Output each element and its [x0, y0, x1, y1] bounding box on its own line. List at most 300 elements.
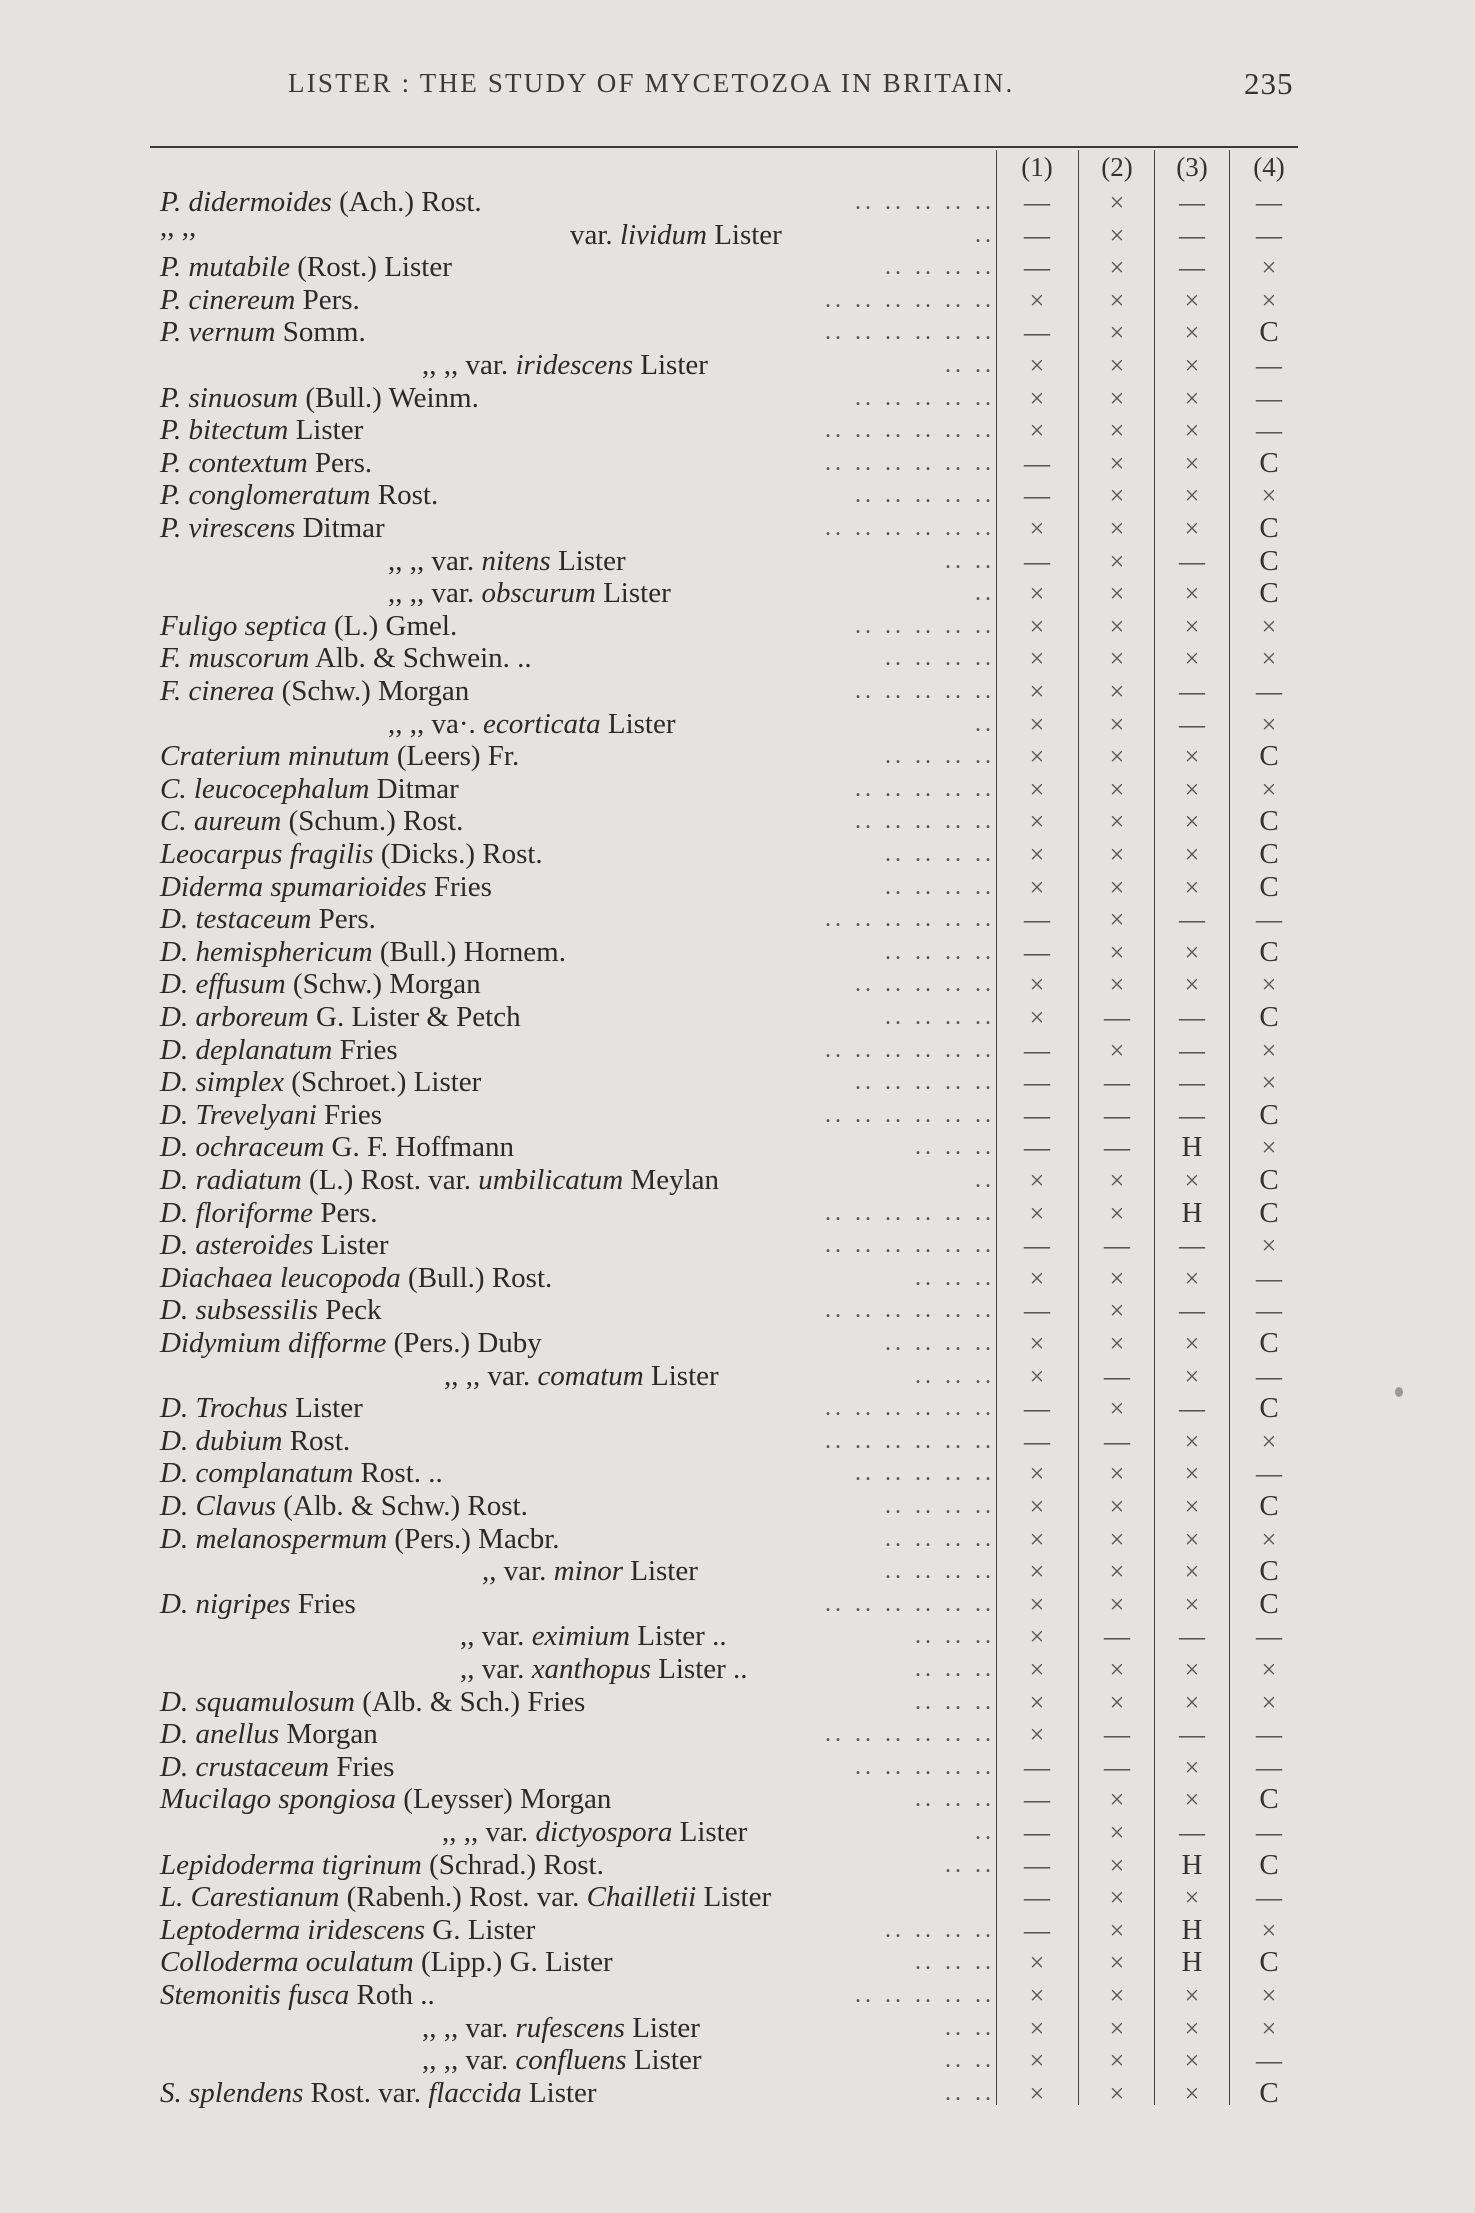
leader-dots: .. .. .. ..: [885, 1493, 995, 1519]
record-cell-col4: C: [1259, 838, 1279, 870]
name-part: Peck: [317, 1294, 382, 1327]
record-cell-col1: —: [1024, 1100, 1050, 1130]
record-cell-col3: ×: [1184, 448, 1200, 478]
record-cell-col3: —: [1179, 1818, 1205, 1847]
italic-name-part: P. contextum: [160, 446, 308, 479]
record-cell-col2: —: [1104, 1622, 1130, 1652]
leader-dots: .. .. .. .. ..: [855, 775, 995, 802]
italic-name-part: D. arboreum: [160, 1001, 309, 1033]
name-part: ,, ,,: [160, 210, 197, 243]
name-part: ,, var.: [482, 1555, 554, 1588]
record-cell-col4: C: [1259, 1555, 1279, 1588]
name-part: Somm.: [275, 316, 366, 349]
record-cell-col4: C: [1259, 544, 1279, 577]
species-name: [160, 1751, 394, 1784]
species-name: [160, 2077, 597, 2110]
italic-name-part: D. floriforme: [160, 1196, 314, 1229]
name-part: Roth ..: [349, 1979, 435, 2011]
record-cell-col2: ×: [1109, 1589, 1125, 1619]
record-cell-col3: —: [1179, 1622, 1205, 1652]
leader-dots: .. .. ..: [915, 1623, 995, 1650]
leader-dots: ..: [975, 221, 995, 248]
record-cell-col3: ×: [1184, 872, 1200, 902]
record-cell-col3: ×: [1184, 644, 1200, 674]
table-row: [0, 1327, 1475, 1360]
table-row: [0, 2044, 1475, 2077]
record-cell-col3: H: [1181, 1946, 1203, 1979]
record-cell-col4: ×: [1261, 644, 1277, 674]
record-cell-col3: ×: [1184, 416, 1200, 446]
record-cell-col1: ×: [1029, 514, 1045, 543]
species-name: [160, 968, 481, 1001]
name-part: (Alb. & Schw.) Rost.: [276, 1490, 528, 1522]
record-cell-col2: —: [1104, 1100, 1130, 1130]
record-cell-col3: H: [1181, 1848, 1203, 1881]
table-row: [0, 1946, 1475, 1979]
italic-name-part: D. radiatum: [160, 1164, 302, 1196]
italic-name-part: lividum: [619, 218, 707, 251]
species-name: [160, 1457, 443, 1490]
italic-name-part: comatum: [537, 1359, 644, 1392]
name-part: var.: [570, 218, 620, 251]
italic-name-part: F. muscorum: [160, 642, 310, 675]
name-part: (Leysser) Morgan: [396, 1783, 612, 1816]
record-cell-col2: ×: [1109, 481, 1125, 511]
italic-name-part: P. mutabile: [160, 251, 290, 284]
name-part: G. F. Hoffmann: [324, 1131, 514, 1164]
leader-dots: .. ..: [945, 2047, 995, 2074]
italic-name-part: Didymium difforme: [160, 1327, 387, 1359]
italic-name-part: D. anellus: [160, 1718, 280, 1751]
species-name: [460, 1653, 748, 1686]
record-cell-col2: ×: [1109, 1198, 1125, 1228]
record-cell-col3: H: [1181, 1913, 1203, 1946]
table-row: [0, 1294, 1475, 1327]
table-row: [0, 773, 1475, 806]
name-part: Fries: [316, 1098, 383, 1131]
record-cell-col3: —: [1179, 709, 1205, 739]
leader-dots: .. ..: [945, 2014, 995, 2041]
record-cell-col2: ×: [1109, 1296, 1125, 1326]
species-name: [422, 2012, 700, 2045]
italic-name-part: Craterium minutum: [160, 740, 390, 773]
leader-dots: .. .. .. .. .. ..: [825, 1232, 995, 1259]
record-cell-col2: ×: [1109, 220, 1125, 250]
name-part: (Ach.) Rost.: [331, 186, 482, 218]
name-part: (Lipp.) G. Lister: [413, 1946, 613, 1979]
leader-dots: .. .. ..: [915, 1786, 995, 1813]
record-cell-col2: ×: [1109, 937, 1125, 967]
table-row: [0, 316, 1475, 349]
italic-name-part: Diderma spumarioides: [160, 870, 427, 903]
record-cell-col4: ×: [1261, 1035, 1277, 1065]
italic-name-part: minor: [553, 1555, 623, 1588]
table-row: [0, 1555, 1475, 1588]
name-part: Lister: [633, 349, 708, 381]
table-row: [0, 1914, 1475, 1947]
leader-dots: .. .. .. ..: [885, 743, 995, 770]
name-part: Lister: [624, 2011, 700, 2044]
record-cell-col4: ×: [1261, 1981, 1277, 2010]
record-cell-col1: —: [1024, 1231, 1050, 1261]
leader-dots: .. .. ..: [915, 1949, 995, 1976]
leader-dots: .. ..: [945, 1851, 995, 1878]
leader-dots: .. .. .. ..: [885, 1916, 995, 1943]
name-part: Alb. & Schwein. ..: [309, 642, 532, 675]
record-cell-col4: C: [1259, 577, 1279, 610]
record-cell-col4: C: [1259, 1196, 1279, 1229]
table-row: [0, 1034, 1475, 1067]
name-part: Lister ..: [629, 1620, 727, 1653]
name-part: G. Lister: [425, 1913, 536, 1946]
name-part: Lister: [521, 2076, 597, 2109]
name-part: Fries: [332, 1033, 398, 1066]
record-cell-col1: —: [1024, 1915, 1050, 1945]
record-cell-col1: ×: [1029, 774, 1045, 804]
record-cell-col1: —: [1024, 1883, 1050, 1913]
record-cell-col4: ×: [1261, 970, 1277, 1000]
leader-dots: .. .. ..: [915, 1362, 995, 1389]
record-cell-col4: —: [1256, 1818, 1282, 1847]
leader-dots: ..: [975, 580, 995, 607]
leader-dots: .. .. .. .. .. ..: [825, 1721, 995, 1748]
leader-dots: .. .. .. .. .. ..: [825, 417, 995, 444]
leader-dots: .. .. .. ..: [885, 1330, 995, 1356]
record-cell-col4: ×: [1261, 481, 1277, 511]
name-part: ,, ,, va·.: [388, 707, 484, 740]
italic-name-part: D. effusum: [160, 968, 286, 1001]
species-name: [460, 1620, 727, 1653]
species-name: [160, 773, 459, 806]
name-part: Lister: [595, 577, 671, 610]
table-row: [0, 1099, 1475, 1132]
italic-name-part: xanthopus: [531, 1653, 651, 1685]
record-cell-col2: ×: [1109, 579, 1125, 609]
record-cell-col3: H: [1181, 1196, 1203, 1229]
italic-name-part: D. ochraceum: [160, 1131, 325, 1164]
name-part: ,, var.: [460, 1653, 532, 1685]
italic-name-part: D. deplanatum: [160, 1033, 333, 1066]
species-name: [570, 219, 782, 252]
page-number: 235: [1244, 66, 1294, 101]
name-part: ,, var.: [460, 1620, 532, 1653]
record-cell-col4: C: [1259, 1848, 1279, 1881]
record-cell-col3: ×: [1184, 318, 1200, 348]
species-name: [160, 1229, 389, 1262]
species-name: [482, 1555, 698, 1588]
page-header: [0, 68, 1475, 108]
name-part: Rost.: [282, 1424, 351, 1457]
table-row: [0, 740, 1475, 773]
running-title: LISTER : THE STUDY OF MYCETOZOA IN BRITAIN.: [288, 68, 1015, 98]
record-cell-col4: C: [1259, 1164, 1279, 1196]
record-cell-col4: —: [1256, 677, 1282, 706]
name-part: ,, ,, var.: [442, 1816, 536, 1848]
record-cell-col3: ×: [1184, 970, 1200, 1000]
record-cell-col3: ×: [1184, 1981, 1200, 2010]
italic-name-part: D. squamulosum: [160, 1685, 355, 1718]
species-name: [388, 708, 676, 741]
italic-name-part: Lepidoderma tigrinum: [160, 1848, 422, 1881]
leader-dots: .. .. .. .. .. ..: [825, 1297, 995, 1324]
species-name: [422, 2044, 702, 2077]
record-cell-col1: —: [1024, 318, 1050, 348]
record-cell-col2: —: [1104, 1003, 1130, 1032]
name-part: Fries: [426, 870, 492, 903]
species-name: [160, 936, 566, 969]
record-cell-col1: —: [1024, 220, 1050, 250]
species-name: [442, 1816, 747, 1849]
name-part: (L.) Gmel.: [326, 609, 458, 642]
name-part: Rost. var.: [303, 2076, 429, 2109]
italic-name-part: obscurum: [481, 577, 596, 610]
record-cell-col4: C: [1259, 446, 1279, 479]
record-cell-col3: ×: [1184, 1589, 1200, 1619]
species-name: [160, 414, 363, 447]
record-cell-col2: ×: [1109, 1394, 1125, 1424]
leader-dots: .. .. .. .. ..: [855, 678, 995, 704]
record-cell-col2: ×: [1109, 2046, 1125, 2076]
name-part: Rost.: [370, 479, 439, 512]
record-cell-col3: ×: [1184, 2046, 1200, 2076]
record-cell-col3: ×: [1184, 1361, 1200, 1391]
record-cell-col3: —: [1179, 546, 1205, 576]
species-name: [160, 1588, 356, 1621]
name-part: ,, ,, var.: [444, 1359, 538, 1392]
record-cell-col4: C: [1259, 1783, 1279, 1816]
species-name: [160, 1718, 378, 1751]
italic-name-part: iridescens: [515, 349, 634, 381]
column-header-4: (4): [1253, 152, 1285, 182]
table-row: [0, 1360, 1475, 1393]
table-row: [0, 1001, 1475, 1034]
italic-name-part: Chailletii: [586, 1881, 697, 1914]
name-part: Pers.: [307, 446, 373, 479]
name-part: (Leers) Fr.: [389, 740, 520, 773]
species-name: [160, 316, 366, 349]
record-cell-col2: —: [1104, 1752, 1130, 1782]
record-cell-col3: ×: [1184, 579, 1200, 609]
table-row: [0, 512, 1475, 545]
leader-dots: .. .. .. .. .. ..: [825, 1590, 995, 1617]
record-cell-col1: ×: [1029, 1557, 1045, 1587]
species-name: [160, 871, 492, 904]
name-part: (Schroet.) Lister: [284, 1066, 482, 1099]
leader-dots: .. .. .. ..: [885, 841, 995, 867]
record-cell-col4: C: [1259, 870, 1279, 903]
leader-dots: .. .. .. ..: [885, 1525, 995, 1552]
italic-name-part: D. subsessilis: [160, 1294, 318, 1327]
italic-name-part: D. simplex: [160, 1066, 285, 1099]
leader-dots: .. .. .. .. .. ..: [825, 286, 995, 313]
record-cell-col1: ×: [1029, 1524, 1045, 1554]
species-name: [160, 1066, 481, 1099]
record-cell-col4: —: [1256, 220, 1282, 250]
record-cell-col1: ×: [1029, 1622, 1045, 1652]
leader-dots: .. .. .. .. ..: [855, 612, 995, 639]
record-cell-col2: ×: [1109, 1557, 1125, 1587]
species-name: [160, 1914, 535, 1947]
italic-name-part: Stemonitis fusca: [160, 1979, 350, 2011]
name-part: (Schrad.) Rost.: [421, 1848, 604, 1881]
italic-name-part: ecorticata: [483, 707, 601, 740]
record-cell-col2: ×: [1109, 1035, 1125, 1065]
record-cell-col1: ×: [1029, 1263, 1045, 1293]
record-cell-col4: ×: [1261, 1524, 1277, 1554]
table-row: [0, 1718, 1475, 1751]
record-cell-col3: ×: [1184, 1883, 1200, 1913]
name-part: G. Lister & Petch: [308, 1001, 521, 1033]
record-cell-col2: —: [1104, 1231, 1130, 1261]
record-cell-col1: —: [1024, 905, 1050, 935]
record-cell-col2: ×: [1109, 840, 1125, 869]
italic-name-part: dictyospora: [535, 1816, 673, 1848]
table-row: [0, 1197, 1475, 1230]
record-cell-col4: —: [1256, 1720, 1282, 1750]
table-row: [0, 1392, 1475, 1425]
leader-dots: .. .. .. .. ..: [855, 1069, 995, 1096]
record-cell-col1: ×: [1029, 1655, 1045, 1684]
record-cell-col4: —: [1256, 1622, 1282, 1652]
name-part: (Dicks.) Rost.: [373, 838, 543, 870]
leader-dots: .. .. .. .. ..: [855, 482, 995, 509]
record-cell-col2: ×: [1109, 644, 1125, 674]
record-cell-col4: —: [1256, 1296, 1282, 1326]
name-part: ,, ,, var.: [422, 349, 516, 381]
table-row: [0, 1457, 1475, 1490]
record-cell-col3: ×: [1184, 481, 1200, 511]
table-row: [0, 1425, 1475, 1458]
record-cell-col3: ×: [1184, 742, 1200, 772]
table-row: [0, 1164, 1475, 1197]
species-name: [160, 1979, 435, 2012]
species-name: [160, 447, 372, 480]
record-cell-col2: ×: [1109, 970, 1125, 1000]
italic-name-part: D. nigripes: [160, 1587, 291, 1620]
record-cell-col3: —: [1179, 677, 1205, 706]
record-cell-col4: C: [1259, 1946, 1279, 1979]
record-cell-col1: —: [1024, 1850, 1050, 1880]
name-part: ,, ,, var.: [388, 544, 482, 577]
species-name: [160, 284, 360, 317]
name-part: Lister: [287, 1392, 363, 1425]
name-part: Lister: [672, 1816, 748, 1848]
table-row: [0, 2077, 1475, 2110]
italic-name-part: P. bitectum: [160, 414, 289, 447]
name-part: Pers.: [295, 283, 360, 316]
table-row: [0, 1588, 1475, 1621]
leader-dots: .. .. ..: [915, 1688, 995, 1715]
record-cell-col1: ×: [1029, 285, 1045, 315]
record-cell-col1: ×: [1029, 1720, 1045, 1750]
italic-name-part: P. vernum: [160, 316, 276, 349]
record-cell-col3: ×: [1184, 383, 1200, 413]
record-cell-col3: ×: [1184, 1426, 1200, 1456]
italic-name-part: P. virescens: [160, 512, 296, 544]
record-cell-col2: ×: [1109, 677, 1125, 706]
name-part: Ditmar: [295, 512, 385, 544]
table-row: [0, 903, 1475, 936]
italic-name-part: P. sinuosum: [160, 381, 299, 414]
italic-name-part: umbilicatum: [478, 1164, 624, 1196]
species-name: [160, 479, 438, 512]
leader-dots: .. .. .. .. .. ..: [825, 1427, 995, 1454]
record-cell-col3: ×: [1184, 1557, 1200, 1587]
table-row: [0, 349, 1475, 382]
leader-dots: .. .. .. .. ..: [855, 1460, 995, 1487]
table-row: [0, 479, 1475, 512]
leader-dots: .. .. ..: [915, 1656, 995, 1682]
table-row: [0, 414, 1475, 447]
record-cell-col4: C: [1259, 935, 1279, 968]
record-cell-col1: ×: [1029, 1166, 1045, 1195]
record-cell-col2: ×: [1109, 1850, 1125, 1880]
record-cell-col1: ×: [1029, 1687, 1045, 1717]
italic-name-part: D. dubium: [160, 1424, 283, 1457]
table-row: [0, 936, 1475, 969]
record-cell-col3: ×: [1184, 1492, 1200, 1521]
record-cell-col1: —: [1024, 1426, 1050, 1456]
record-cell-col1: ×: [1029, 1198, 1045, 1228]
record-cell-col4: —: [1256, 188, 1282, 217]
record-cell-col3: ×: [1184, 774, 1200, 804]
leader-dots: .. .. .. .. .. ..: [825, 906, 995, 933]
species-name: [160, 903, 376, 936]
record-cell-col1: —: [1024, 937, 1050, 967]
name-part: Lister: [626, 2044, 702, 2077]
record-cell-col4: ×: [1261, 2013, 1277, 2043]
record-cell-col4: C: [1259, 1001, 1279, 1033]
name-part: (Rost.) Lister: [289, 251, 452, 284]
record-cell-col3: ×: [1184, 840, 1200, 869]
leader-dots: .. .. .. .. .. ..: [825, 515, 995, 541]
species-name: [422, 349, 708, 382]
record-cell-col2: ×: [1109, 807, 1125, 837]
leader-dots: .. .. .. ..: [885, 873, 995, 900]
name-part: Lister: [696, 1881, 772, 1914]
leader-dots: .. .. .. .. .. ..: [825, 449, 995, 476]
record-cell-col1: ×: [1029, 1948, 1045, 1978]
record-cell-col4: ×: [1261, 285, 1277, 315]
record-cell-col4: —: [1256, 351, 1282, 380]
leader-dots: .. .. .. .. .. ..: [825, 1395, 995, 1422]
record-cell-col1: —: [1024, 188, 1050, 217]
record-cell-col2: ×: [1109, 709, 1125, 739]
table-row: [0, 382, 1475, 415]
italic-name-part: C. leucocephalum: [160, 772, 370, 805]
record-cell-col3: —: [1179, 220, 1205, 250]
record-cell-col3: —: [1179, 1035, 1205, 1065]
name-part: (Schw.) Morgan: [285, 968, 481, 1001]
record-cell-col2: —: [1104, 1426, 1130, 1456]
table-row: [0, 642, 1475, 675]
species-name: [160, 1131, 514, 1164]
record-cell-col4: —: [1256, 905, 1282, 935]
record-cell-col3: —: [1179, 1003, 1205, 1032]
leader-dots: .. .. .. .. ..: [855, 971, 995, 998]
leader-dots: .. .. .. .. ..: [855, 1982, 995, 2008]
table-row: [0, 577, 1475, 610]
table-row: [0, 1523, 1475, 1556]
record-cell-col4: C: [1259, 1098, 1279, 1131]
name-part: Rost. ..: [353, 1457, 443, 1490]
record-cell-col2: ×: [1109, 1524, 1125, 1554]
record-cell-col1: —: [1024, 1296, 1050, 1326]
name-part: (Schw.) Morgan: [274, 675, 470, 707]
record-cell-col2: ×: [1109, 1883, 1125, 1913]
record-cell-col4: C: [1259, 1490, 1279, 1522]
species-name: [160, 1001, 521, 1034]
